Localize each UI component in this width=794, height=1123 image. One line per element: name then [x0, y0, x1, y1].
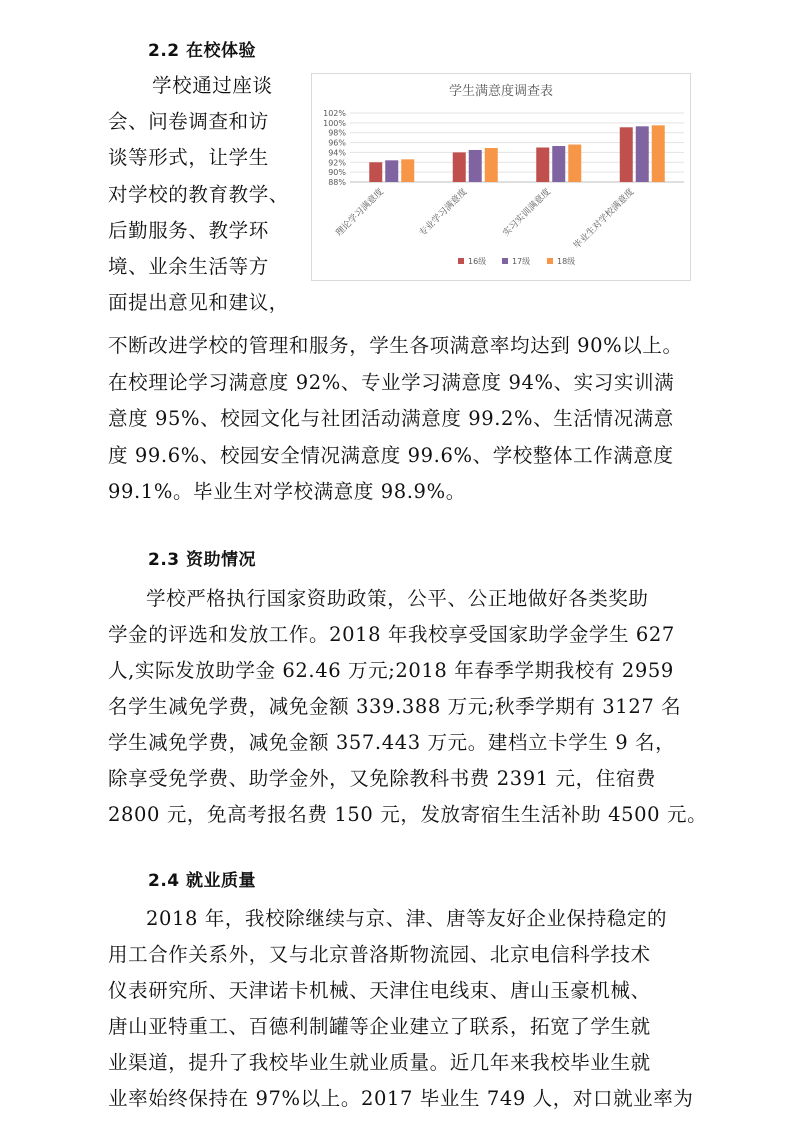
chart-bars — [369, 125, 665, 182]
text-line: 不断改进学校的管理和服务，学生各项满意率均达到 90%以上。 — [108, 334, 683, 357]
y-tick-label: 94% — [328, 148, 346, 158]
bar-1-1 — [369, 162, 382, 182]
chart-canvas — [312, 74, 690, 280]
section-heading-2-3: 2.3 资助情况 — [148, 550, 257, 570]
text-line: 学生减免学费，减免金额 357.443 万元。建档立卡学生 9 名， — [108, 731, 676, 754]
chart-gridlines — [350, 113, 684, 182]
legend-swatch — [458, 258, 464, 264]
x-category-label: 理论学习满意度 — [334, 187, 386, 239]
legend-label: 18级 — [557, 257, 576, 266]
text-line: 境、业余生活等方 — [108, 255, 269, 278]
legend-label: 17级 — [512, 257, 531, 266]
x-category-label: 实习实训满意度 — [501, 187, 553, 239]
bar-1-2 — [453, 152, 466, 182]
text-line: 学校通过座谈 — [152, 74, 273, 97]
bar-2-4 — [636, 126, 649, 182]
chart-title: 学生满意度调查表 — [448, 84, 554, 99]
y-tick-label: 96% — [328, 138, 346, 148]
text-line: 仪表研究所、天津诺卡机械、天津住电线束、唐山玉豪机械、 — [108, 979, 651, 1002]
bar-1-4 — [620, 127, 633, 182]
text-line: 学金的评选和发放工作。2018 年我校享受国家助学金学生 627 — [108, 623, 675, 646]
x-category-label: 毕业生对学校满意度 — [572, 187, 637, 252]
text-line: 后勤服务、教学环 — [108, 219, 269, 242]
satisfaction-chart — [311, 73, 691, 281]
text-line: 度 99.6%、校园安全情况满意度 99.6%、学校整体工作满意度 — [108, 444, 674, 467]
text-line: 2018 年，我校除继续与京、津、唐等友好企业保持稳定的 — [146, 907, 668, 930]
chart-y-axis — [323, 109, 346, 187]
text-line: 人,实际发放助学金 62.46 万元;2018 年春季学期我校有 2959 — [108, 659, 674, 682]
text-line: 业渠道，提升了我校毕业生就业质量。近几年来我校毕业生就 — [108, 1051, 651, 1074]
bar-3-1 — [401, 159, 414, 182]
bar-3-3 — [568, 145, 581, 182]
bar-1-3 — [536, 148, 549, 183]
text-line: 名学生减免学费，减免金额 339.388 万元;秋季学期有 3127 名 — [108, 695, 682, 718]
x-category-label: 专业学习满意度 — [417, 187, 470, 239]
text-line: 99.1%。毕业生对学校满意度 98.9%。 — [108, 480, 466, 503]
text-line: 2800 元，免高考报名费 150 元，发放寄宿生生活补助 4500 元。 — [108, 803, 708, 826]
text-line: 业率始终保持在 97%以上。2017 毕业生 749 人，对口就业率为 — [108, 1087, 694, 1110]
section-heading-2-2: 2.2 在校体验 — [148, 41, 257, 61]
legend-swatch — [547, 258, 553, 264]
text-line: 在校理论学习满意度 92%、专业学习满意度 94%、实习实训满 — [108, 371, 675, 394]
bar-3-2 — [485, 148, 498, 182]
text-line: 会、问卷调查和访 — [108, 110, 269, 133]
text-line: 学校严格执行国家资助政策，公平、公正地做好各类奖助 — [146, 587, 649, 610]
legend-swatch — [502, 258, 508, 264]
chart-x-axis — [333, 186, 637, 252]
y-tick-label: 90% — [328, 168, 346, 178]
text-line: 谈等形式，让学生 — [108, 146, 269, 169]
text-line: 对学校的教育教学、 — [108, 183, 289, 206]
bar-3-4 — [652, 125, 665, 182]
y-tick-label: 98% — [328, 128, 346, 138]
text-line: 意度 95%、校园文化与社团活动满意度 99.2%、生活情况满意 — [108, 407, 674, 430]
text-line: 用工合作关系外，又与北京普洛斯物流园、北京电信科学技术 — [108, 943, 651, 966]
text-line: 除享受免学费、助学金外，又免除教科书费 2391 元，住宿费 — [108, 767, 657, 790]
text-line: 唐山亚特重工、百德利制罐等企业建立了联系，拓宽了学生就 — [108, 1015, 651, 1038]
y-tick-label: 88% — [328, 178, 346, 187]
chart-legend — [458, 257, 575, 266]
bar-2-2 — [469, 150, 482, 182]
text-line: 面提出意见和建议， — [108, 291, 289, 314]
bar-2-1 — [385, 160, 398, 182]
legend-label: 16级 — [468, 257, 487, 266]
bar-2-3 — [552, 146, 565, 182]
section-heading-2-4: 2.4 就业质量 — [148, 871, 257, 891]
y-tick-label: 92% — [328, 158, 346, 168]
y-tick-label: 100% — [323, 118, 346, 128]
y-tick-label: 102% — [323, 109, 346, 118]
